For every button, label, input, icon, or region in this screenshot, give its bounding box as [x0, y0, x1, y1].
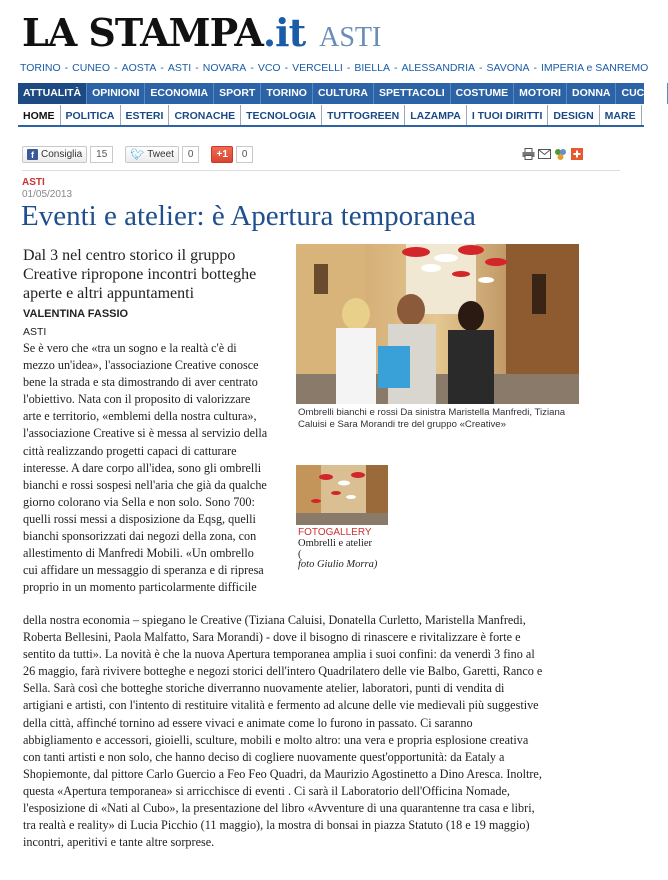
article-body-line: città realizzando progetti capaci di catturare [23, 443, 237, 458]
article-body-line: bene la strada e sta dimostrando di aver centrato [23, 375, 258, 390]
edition-city[interactable]: ASTI [319, 22, 382, 53]
article-body-line: della nostra economia – spiegano le Creative (Tiziana Caluisi, Donatella Curletto, Maristella Manfredi, [23, 613, 526, 627]
article-title: Eventi e atelier: è Apertura temporanea [21, 200, 476, 232]
article-body-line: questa «Apertura temporanea» si arricchisce di eventi . Ci sarà il Laboratorio dell'Officina Nomade, [23, 783, 510, 798]
article-body-line: sentito da tutti». La novità è che la nuova Apertura temporanea amplia i suoi confini: da venerdì 3 fino al [23, 647, 535, 662]
secondary-nav-item[interactable]: I TUOI DIRITTI [467, 105, 549, 125]
gallery-title[interactable]: Ombrelli e atelier [298, 538, 373, 549]
primary-nav-item[interactable]: DONNA [567, 83, 617, 104]
social-share-bar [22, 146, 253, 163]
city-link-separator: - [284, 62, 289, 74]
secondary-nav-item[interactable]: LAZAMPA [405, 105, 467, 125]
site-logo[interactable]: LA STAMPA [22, 10, 263, 55]
article-body-line: tra realtà e reality» di Lucia Picchio (11 maggio), la mostra di bonsai in piazza Statuto (18 e 19 maggio) [23, 818, 530, 833]
city-link-separator: - [195, 62, 199, 74]
gallery-credit: foto Giulio Morra) [298, 559, 378, 570]
article-body-line: della città, affinché tornino ad essere vivaci e animate come lo furono in passato. Ci saranno [23, 715, 473, 730]
secondary-nav-item[interactable]: TUTTOGREEN [322, 105, 405, 125]
article-body-line: artigiani e artisti, con l'intento di restituire vitalità e fermento ad alcune delle vie medievali più suggestive [23, 698, 539, 713]
article-date: 01/05/2013 [22, 189, 73, 200]
facebook-like-count: 15 [90, 146, 113, 163]
city-link-separator: - [114, 62, 118, 74]
city-link[interactable]: TORINO [20, 62, 61, 74]
city-link-separator: - [393, 62, 398, 74]
article-body-wide [23, 612, 623, 851]
secondary-nav [18, 105, 644, 127]
city-link-separator: - [479, 62, 483, 74]
header-divider [22, 170, 620, 171]
article-body-line: mezzo un'idea», l'associazione Creative conosce [23, 358, 259, 373]
secondary-nav-item[interactable]: CRONACHE [169, 105, 241, 125]
primary-nav [18, 83, 663, 104]
tweet-button[interactable] [125, 146, 179, 163]
primary-nav-item[interactable]: MOTORI [514, 83, 567, 104]
secondary-nav-item[interactable]: MARE [600, 105, 642, 125]
photo-caption: Ombrelli bianchi e rossi Da sinistra Maristella Manfredi, Tiziana Caluisi e Sara Morandi tre del gruppo «Creative» [298, 407, 566, 430]
article-author: VALENTINA FASSIO [23, 308, 129, 320]
city-link[interactable]: NOVARA [202, 62, 247, 74]
secondary-nav-item[interactable]: HOME [18, 105, 61, 125]
article-body-line: l'obiettivo. Nata con il proposito di valorizzare [23, 392, 251, 407]
email-icon[interactable] [538, 147, 551, 161]
print-icon[interactable] [522, 147, 535, 161]
masthead [22, 10, 381, 54]
article-body-line: con tanti artisti e non solo, che hanno deciso di cogliere nuovamente quest'opportunità: da Eataly a [23, 749, 505, 764]
city-link[interactable]: VCO [257, 62, 281, 74]
city-link-separator: - [346, 62, 351, 74]
city-link-separator: - [533, 62, 537, 74]
article-body-line: 26 maggio, farà rivivere botteghe e negozi storici dell'intero Quadrilatero delle vie Balbo, Garetti, Ranco e [23, 664, 543, 679]
primary-nav-item[interactable]: COSTUME [451, 83, 515, 104]
article-body-line: bianchi e rossi sospesi nell'aria che già da qualche [23, 477, 267, 492]
article-body-line: l'esposizione di «Nati al Cubo», la presentazione del libro «Avventure di una quarantenne tra casa e libri, [23, 801, 535, 816]
google-plus-label: +1 [216, 149, 228, 160]
city-link[interactable]: BIELLA [354, 62, 390, 74]
primary-nav-item[interactable]: CULTURA [313, 83, 374, 104]
secondary-nav-item[interactable]: ESTERI [121, 105, 170, 125]
article-body-line: arte e territorio, «emblemi della nostra cultura», [23, 409, 257, 424]
article-body-line: Roberta Bellesini, Paola Malfatto, Sara Morandi) - dove il bisogno di rinascere e rivitalizzare è forte e [23, 630, 521, 645]
share-icon[interactable] [554, 147, 567, 161]
article-body-line: Sella. Sarà così che botteghe storiche diverranno nuovamente atelier, laboratori, punti di vendita di [23, 681, 505, 696]
article-photo[interactable] [296, 244, 579, 404]
tweet-label: Tweet [147, 149, 174, 160]
city-link[interactable]: CUNEO [72, 62, 111, 74]
city-link[interactable]: IMPERIA e SANREMO [540, 62, 649, 74]
article-body-line: cui affidare un messaggio di speranza e di ripresa [23, 563, 264, 578]
primary-nav-item[interactable]: ECONOMIA [145, 83, 214, 104]
article-tools [522, 147, 583, 161]
article-body-line: allestimento di Manfredi Mobili. «Un ombrello [23, 546, 254, 561]
city-links-bar [20, 62, 649, 74]
article-body-line: abbigliamento e accessori, gioielli, sculture, mobili e molto altro: una vera e propria esplosione creativa [23, 732, 529, 747]
google-plus-count: 0 [236, 146, 254, 163]
article-body-line: interesse. A dare corpo all'idea, sono gli ombrelli [23, 460, 262, 475]
city-link-separator: - [160, 62, 164, 74]
city-link[interactable]: ASTI [167, 62, 192, 74]
city-link-separator: - [64, 62, 69, 74]
primary-nav-item[interactable]: TORINO [261, 83, 313, 104]
article-body-line: Shopiemonte, dal pittore Carlo Guercio a Feo Feo Quadri, da Maurizio Agostinetto a Dino Aresca. Inoltre, [23, 766, 542, 781]
article-section-label[interactable]: ASTI [22, 177, 45, 188]
secondary-nav-item[interactable]: TECNOLOGIA [241, 105, 322, 125]
city-link[interactable]: SAVONA [486, 62, 530, 74]
primary-nav-item[interactable]: CUCINA [616, 83, 668, 104]
article-body-line: quelli rossi messi a disposizione da Eqsg, quelli [23, 511, 256, 526]
gallery-label[interactable]: FOTOGALLERY [298, 527, 372, 538]
article-dateline: ASTI [23, 326, 47, 338]
article-body-line: Se è vero che «tra un sogno e la realtà c'è di [23, 341, 237, 355]
city-link-separator: - [250, 62, 254, 74]
facebook-like-label: Consiglia [41, 149, 83, 160]
article-body-line: bianchi sponsorizzati dai negozi della zona, con [23, 529, 257, 544]
city-link[interactable]: ALESSANDRIA [401, 62, 475, 74]
primary-nav-item[interactable]: OPINIONI [87, 83, 145, 104]
twitter-bird-icon: 🐦︎ [130, 149, 145, 161]
gallery-paren: ( [298, 549, 302, 560]
article-body-line: proprio in un momento particolarmente difficile [23, 580, 257, 595]
gallery-thumbnail[interactable] [296, 465, 388, 525]
city-link[interactable]: VERCELLI [292, 62, 343, 74]
site-logo-suffix[interactable]: .it [262, 10, 306, 55]
article-body-line: l'associazione Creative si è messa al servizio della [23, 426, 268, 441]
add-icon[interactable] [570, 147, 583, 161]
article-body-line: giorno colorano via Sella e non solo. Sono 700: [23, 494, 255, 509]
primary-nav-item[interactable]: SPETTACOLI [374, 83, 451, 104]
article-subtitle: Dal 3 nel centro storico il gruppo Creative ripropone incontri botteghe aperte e altri appuntamenti [23, 247, 257, 302]
tweet-count: 0 [182, 146, 200, 163]
city-link[interactable]: AOSTA [121, 62, 157, 74]
facebook-like-button[interactable] [22, 146, 87, 163]
primary-nav-item[interactable]: SPORT [214, 83, 261, 104]
facebook-icon: f [27, 149, 38, 160]
primary-nav-item[interactable]: ATTUALITÀ [18, 83, 87, 104]
secondary-nav-item[interactable]: POLITICA [61, 105, 121, 125]
article-body-line: incontri, aperitivi e tante altre sorprese. [23, 835, 215, 850]
google-plus-button[interactable] [211, 146, 232, 163]
article-body-narrow [23, 340, 291, 596]
secondary-nav-item[interactable]: DESIGN [548, 105, 599, 125]
